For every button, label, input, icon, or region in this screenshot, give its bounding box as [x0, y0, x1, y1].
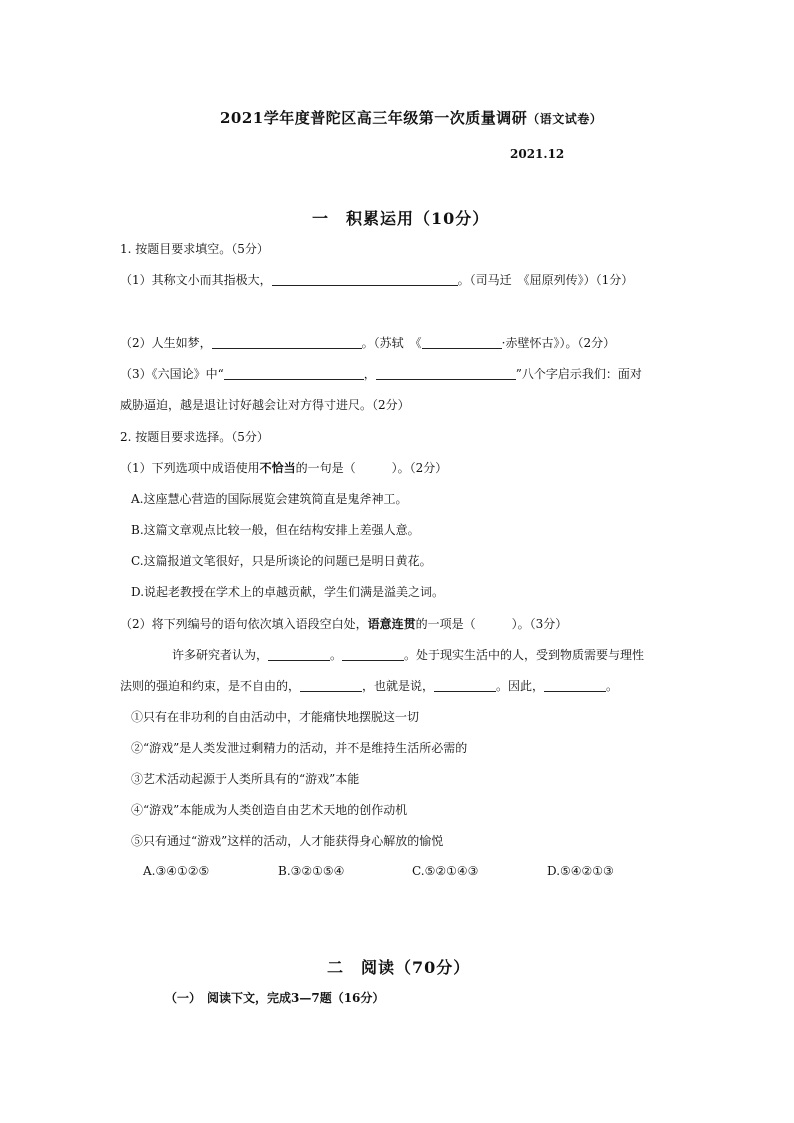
- q2-option-d[interactable]: D.说起老教授在学术上的卓越贡献，学生们满是溢美之词。: [131, 585, 445, 599]
- q2-option-b[interactable]: B.这篇文章观点比较一般，但在结构安排上差强人意。: [131, 523, 420, 537]
- choice-b[interactable]: B.③②①⑤④: [278, 864, 345, 878]
- passage-blank-3[interactable]: [300, 679, 362, 692]
- q1-item3-pre: （3）《六国论》中“: [120, 367, 224, 381]
- q2-sub2: [120, 615, 567, 632]
- passage-blank-1[interactable]: [268, 648, 330, 661]
- sentence-1: ①只有在非功利的自由活动中，才能痛快地摆脱这一切: [131, 710, 420, 724]
- q2-sub1: [120, 459, 447, 476]
- q1-item1: [120, 271, 633, 288]
- q1-item2-pre: （2）人生如梦，: [120, 336, 212, 350]
- sentence-5: ⑤只有通过“游戏”这样的活动，人才能获得身心解放的愉悦: [131, 834, 444, 848]
- section2-heading: 二 阅读（70分）: [327, 958, 471, 977]
- q2-option-c[interactable]: C.这篇报道文笔很好，只是所谈论的问题已是明日黄花。: [131, 554, 432, 568]
- q1-item3-line2: 威胁逼迫，越是退让讨好越会让对方得寸进尺。（2分）: [120, 398, 410, 412]
- passage-l1-c: 。处于现实生活中的人，受到物质需要与理性: [404, 648, 645, 662]
- q1-item1-post: 。（司马迁 《屈原列传》）（1分）: [457, 273, 634, 287]
- q1-item2-blank2[interactable]: [422, 336, 502, 349]
- passage-line1: [172, 646, 644, 663]
- q1-item2-mid: 。（苏轼 《: [361, 336, 422, 350]
- q2-sub1-post: 的一句是（ ）。（2分）: [295, 461, 448, 475]
- q2-sub2-bold: 语意连贯: [367, 617, 416, 631]
- sentence-4: ④“游戏”本能成为人类创造自由艺术天地的创作动机: [131, 803, 408, 817]
- passage-l1-a: 许多研究者认为，: [172, 648, 269, 662]
- q2-sub2-post: 的一项是（ ）。（3分）: [415, 617, 568, 631]
- q1-item3-blank2[interactable]: [376, 367, 516, 380]
- q2-sub2-pre: （2）将下列编号的语句依次填入语段空白处，: [120, 617, 368, 631]
- passage-l2-a: 法则的强迫和约束，是不自由的，: [120, 679, 301, 693]
- section1-heading: 一 积累运用（10分）: [312, 209, 490, 228]
- q1-stem: 1. 按题目要求填空。（5分）: [120, 242, 269, 256]
- exam-title-main: 2021学年度普陀区高三年级第一次质量调研: [220, 109, 528, 127]
- exam-date: 2021.12: [510, 147, 565, 161]
- q1-item2-post: ·赤壁怀古》）。（2分）: [501, 336, 616, 350]
- passage-blank-4[interactable]: [434, 679, 496, 692]
- q1-item2: [120, 334, 615, 351]
- choice-d[interactable]: D.⑤④②①③: [547, 864, 614, 878]
- exam-title: [220, 107, 602, 128]
- passage-l2-b: ，也就是说，: [362, 679, 435, 693]
- passage-blank-5[interactable]: [544, 679, 606, 692]
- choice-a[interactable]: A.③④①②⑤: [143, 864, 210, 878]
- passage-line2: [120, 677, 618, 694]
- q1-item3: [120, 365, 642, 382]
- q2-option-a[interactable]: A.这座慧心营造的国际展览会建筑简直是鬼斧神工。: [131, 492, 408, 506]
- passage-l1-b: 。: [330, 648, 343, 662]
- q2-stem: 2. 按题目要求选择。（5分）: [120, 430, 269, 444]
- exam-title-subtitle: （语文试卷）: [527, 112, 603, 126]
- q1-item2-blank1[interactable]: [212, 336, 362, 349]
- q1-item3-blank1[interactable]: [224, 367, 364, 380]
- passage-l2-d: 。: [606, 679, 619, 693]
- passage-l2-c: 。因此，: [496, 679, 545, 693]
- choice-c[interactable]: C.⑤②①④③: [412, 864, 479, 878]
- sentence-3: ③艺术活动起源于人类所具有的“游戏”本能: [131, 772, 360, 786]
- section2-part1: （一） 阅读下文，完成3—7题（16分）: [165, 991, 385, 1005]
- q1-item3-post: ”八个字启示我们：面对: [515, 367, 642, 381]
- q2-sub1-pre: （1）下列选项中成语使用: [120, 461, 260, 475]
- q1-item1-pre: （1）其称文小而其指极大，: [120, 273, 272, 287]
- sentence-2: ②“游戏”是人类发泄过剩精力的活动，并不是维持生活所必需的: [131, 741, 468, 755]
- passage-blank-2[interactable]: [342, 648, 404, 661]
- q1-item1-blank[interactable]: [272, 273, 458, 286]
- q2-sub1-bold: 不恰当: [259, 461, 296, 475]
- q1-item3-sep: ，: [363, 367, 376, 381]
